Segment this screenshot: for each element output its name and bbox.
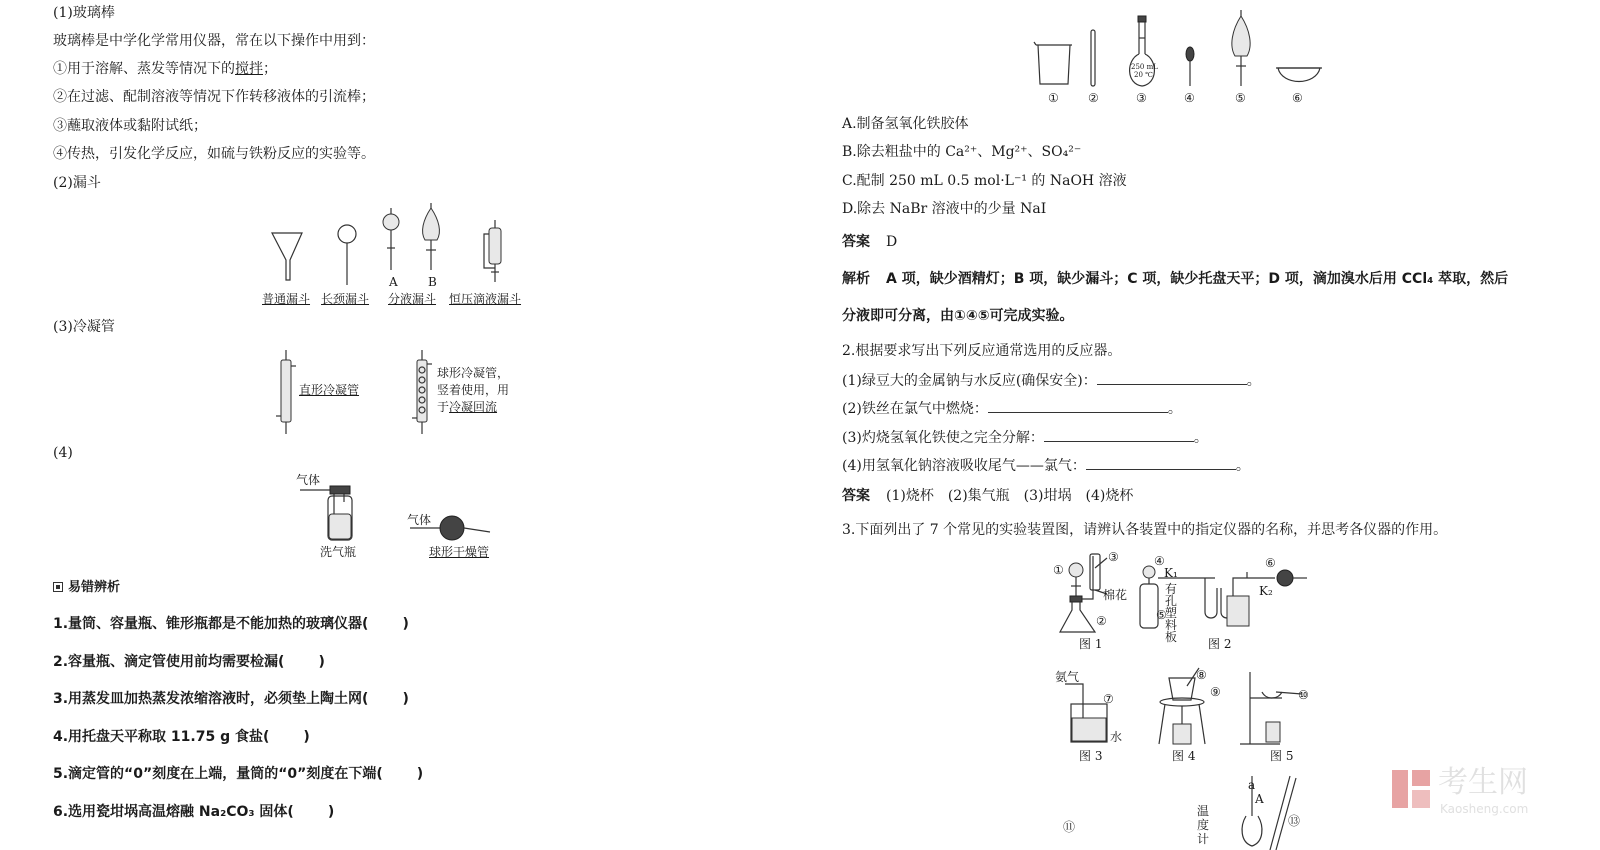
glass-rod-item-2: ②在过滤、配制溶液等情况下作转移液体的引流棒；	[53, 89, 375, 105]
funnel-caption-pressure: 恒压滴液漏斗	[449, 292, 522, 306]
fig6-label-a: a	[1248, 778, 1256, 792]
fig3-num-7: ⑦	[1103, 692, 1114, 706]
fig2-num-4: ④	[1154, 554, 1165, 568]
fig2-k2-label: K₂	[1259, 584, 1273, 598]
glass-rod-icon	[1091, 30, 1095, 86]
ball-condenser-desc-3: 于冷凝回流	[437, 400, 498, 414]
judge-item-4: 4.用托盘天平称取 11.75 g 食盐( )	[53, 729, 310, 745]
figure-2-caption: 图 2	[1208, 637, 1232, 651]
answer-2: 答案 (1)烧杯 (2)集气瓶 (3)坩埚 (4)烧杯	[842, 488, 1134, 504]
funnel-title: (2)漏斗	[53, 175, 101, 191]
apparatus-label-6: ⑥	[1292, 91, 1303, 105]
option-a: A.制备氢氧化铁胶体	[842, 116, 969, 132]
fig2-plate-char-3: 塑	[1165, 606, 1178, 620]
question-2-4: (4)用氢氧化钠溶液吸收尾气——氯气： 。	[842, 455, 1250, 475]
wash-bottle-icon	[300, 484, 360, 544]
analysis-line-2: 分液即可分离，由①④⑤可完成实验。	[842, 308, 1074, 324]
square-dot-icon	[53, 582, 63, 592]
long-neck-funnel-icon	[338, 225, 356, 285]
apparatus-label-5: ⑤	[1235, 91, 1246, 105]
dropper-icon	[1186, 47, 1194, 86]
figure-3-caption: 图 3	[1079, 749, 1103, 763]
section-4-title: (4)	[53, 445, 73, 461]
glass-rod-intro: 玻璃棒是中学化学常用仪器，常在以下操作中用到：	[53, 33, 375, 49]
funnel-caption-long-neck: 长颈漏斗	[321, 292, 370, 306]
judge-item-1: 1.量筒、容量瓶、锥形瓶都是不能加热的玻璃仪器( )	[53, 616, 409, 632]
kaosheng-logo-icon	[1390, 768, 1432, 810]
fig2-plate-char-1: 有	[1165, 582, 1178, 596]
fig1-cotton-label: 棉花	[1103, 588, 1128, 602]
fig6-temp-char-1: 温	[1197, 804, 1210, 818]
funnel-caption-ordinary: 普通漏斗	[262, 292, 311, 306]
glass-rod-item-1: ①用于溶解、蒸发等情况下的搅拌；	[53, 61, 277, 77]
fig1-num-2: ②	[1096, 614, 1107, 628]
fig6-temp-char-2: 度	[1197, 818, 1210, 832]
funnel-label-a: A	[389, 275, 398, 289]
ball-condenser-desc-2: 竖着使用，用	[437, 383, 510, 397]
separatory-funnel-icon	[1232, 10, 1250, 86]
fig1-num-1: ①	[1053, 563, 1064, 577]
gas-label-dry: 气体	[407, 513, 432, 527]
beaker-icon	[1034, 42, 1072, 84]
fig6-temp-char-3: 计	[1197, 832, 1210, 846]
option-d: D.除去 NaBr 溶液中的少量 NaI	[842, 201, 1047, 217]
question-2-2: (2)铁丝在氯气中燃烧： 。	[842, 398, 1182, 418]
wash-bottle-label: 洗气瓶	[320, 545, 357, 559]
watermark-cn: 考生网	[1438, 765, 1528, 800]
apparatus-row-figure	[1030, 10, 1330, 90]
fig6-num-11: ⑪	[1063, 820, 1076, 834]
ball-condenser-desc-1: 球形冷凝管，	[437, 366, 510, 380]
judge-item-5: 5.滴定管的“0”刻度在上端，量筒的“0”刻度在下端( )	[53, 766, 424, 782]
glass-rod-item-3: ③蘸取液体或黏附试纸；	[53, 118, 207, 134]
figure-4-caption: 图 4	[1172, 749, 1196, 763]
fig2-plate-char-4: 料	[1165, 618, 1178, 632]
straight-condenser-icon	[276, 350, 296, 434]
funnel-label-b: B	[428, 275, 437, 289]
figure-1-caption: 图 1	[1079, 637, 1103, 651]
fig4-num-8: ⑧	[1196, 668, 1207, 682]
fig3-ammonia-label: 氨气	[1055, 670, 1080, 684]
question-2: 2.根据要求写出下列反应通常选用的反应器。	[842, 343, 1122, 359]
flask-label-volume: 250 mL	[1131, 63, 1158, 71]
question-3: 3.下面列出了 7 个常见的实验装置图，请辨认各装置中的指定仪器的名称，并思考各仪器的作用。	[842, 522, 1448, 538]
option-c: C.配制 250 mL 0.5 mol·L⁻¹ 的 NaOH 溶液	[842, 173, 1127, 189]
drying-tube-icon	[410, 512, 490, 548]
fig3-water-label: 水	[1110, 730, 1123, 744]
evaporating-dish-icon	[1276, 68, 1322, 82]
condenser-title: (3)冷凝管	[53, 319, 115, 335]
drying-tube-label: 球形干燥管	[429, 545, 490, 559]
straight-condenser-label: 直形冷凝管	[299, 383, 360, 397]
glass-rod-item-4: ④传热，引发化学反应，如硫与铁粉反应的实验等。	[53, 146, 375, 162]
answer-1: 答案 D	[842, 234, 898, 250]
analysis-line-1: 解析 A 项，缺少酒精灯；B 项，缺少漏斗；C 项，缺少托盘天平；D 项，滴加溴水后用 CCl₄ 萃取，然后	[842, 271, 1509, 287]
question-2-1: (1)绿豆大的金属钠与水反应(确保安全)： 。	[842, 370, 1261, 390]
fig2-k1-label: K₁	[1164, 566, 1178, 580]
pitfall-heading: 易错辨析	[68, 580, 121, 595]
fig2-num-5: ⑤	[1156, 608, 1167, 622]
figure-3-apparatus	[1065, 678, 1115, 744]
judge-item-2: 2.容量瓶、滴定管使用前均需要检漏( )	[53, 654, 325, 670]
flask-label-temp: 20 ℃	[1134, 71, 1153, 79]
watermark-en: Kaosheng.com	[1440, 802, 1529, 816]
funnel-caption-separatory: 分液漏斗	[388, 292, 437, 306]
fig6-label-big-a: A	[1255, 792, 1264, 806]
figure-5-caption: 图 5	[1270, 749, 1294, 763]
separatory-funnel-b-icon	[423, 203, 440, 270]
ball-condenser-icon	[412, 350, 432, 434]
fig6-num-13: ⑬	[1288, 814, 1301, 828]
separatory-funnel-a-icon	[383, 208, 399, 270]
judge-item-3: 3.用蒸发皿加热蒸发浓缩溶液时，必须垫上陶土网( )	[53, 691, 409, 707]
apparatus-label-2: ②	[1088, 91, 1099, 105]
figure-2-apparatus	[1135, 556, 1315, 636]
figure-4-apparatus	[1157, 668, 1227, 746]
fig2-plate-char-2: 孔	[1165, 594, 1178, 608]
fig2-plate-char-5: 板	[1165, 630, 1178, 644]
pressure-equalizing-funnel-icon	[484, 220, 501, 282]
figure-6-apparatus	[1230, 776, 1310, 850]
fig2-num-6: ⑥	[1265, 556, 1276, 570]
glass-rod-title: (1)玻璃棒	[53, 5, 115, 21]
fig1-num-3: ③	[1108, 550, 1119, 564]
option-b: B.除去粗盐中的 Ca²⁺、Mg²⁺、SO₄²⁻	[842, 144, 1082, 160]
fig4-num-9: ⑨	[1210, 685, 1221, 699]
apparatus-label-4: ④	[1184, 91, 1195, 105]
judge-item-6: 6.选用瓷坩埚高温熔融 Na₂CO₃ 固体( )	[53, 804, 335, 820]
fig5-num-10: ⑩	[1298, 688, 1309, 702]
apparatus-label-3: ③	[1136, 91, 1147, 105]
figure-5-apparatus	[1240, 672, 1310, 746]
apparatus-label-1: ①	[1048, 91, 1059, 105]
ordinary-funnel-icon	[272, 233, 302, 280]
gas-label-wash: 气体	[296, 473, 321, 487]
question-2-3: (3)灼烧氢氧化铁使之完全分解： 。	[842, 427, 1208, 447]
